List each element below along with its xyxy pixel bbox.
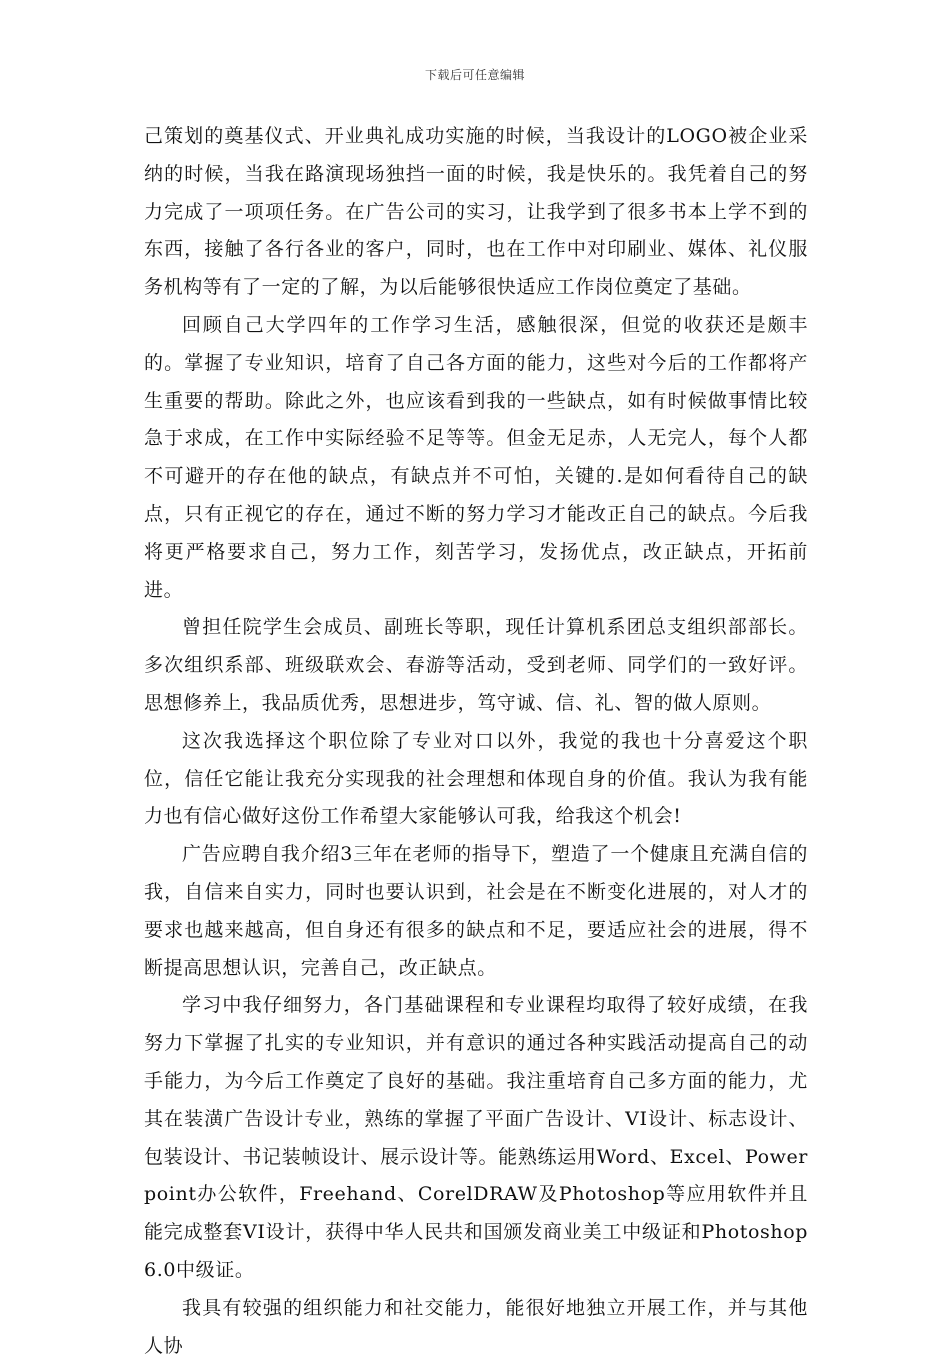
- document-body: [144, 118, 808, 1365]
- paragraph-2: 回顾自己大学四年的工作学习生活，感触很深，但觉的收获还是颇丰的。掌握了专业知识，培育了自己各方面的能力，这些对今后的工作都将产生重要的帮助。除此之外，也应该看到我的一些缺点，如有时候做事情比较急于求成，在工作中实际经验不足等等。但金无足赤，人无完人，每个人都不可避开的存在他的缺点，有缺点并不可怕，关键的.是如何看待自己的缺点，只有正视它的存在，通过不断的努力学习才能改正自己的缺点。今后我将更严格要求自己，努力工作，刻苦学习，发扬优点，改正缺点，开拓前进。: [144, 313, 808, 601]
- paragraph-4: 这次我选择这个职位除了专业对口以外，我觉的我也十分喜爱这个职位，信任它能让我充分实现我的社会理想和体现自身的价值。我认为我有能力也有信心做好这份工作希望大家能够认可我，给我这个机会!: [144, 729, 808, 828]
- paragraph-1: 己策划的奠基仪式、开业典礼成功实施的时候，当我设计的LOGO被企业采纳的时候，当我在路演现场独挡一面的时候，我是快乐的。我凭着自己的努力完成了一项项任务。在广告公司的实习，让我学到了很多书本上学不到的东西，接触了各行各业的客户，同时，也在工作中对印刷业、媒体、礼仪服务机构等有了一定的了解，为以后能够很快适应工作岗位奠定了基础。: [144, 125, 808, 299]
- paragraph-3: 曾担任院学生会成员、副班长等职，现任计算机系团总支组织部部长。多次组织系部、班级联欢会、春游等活动，受到老师、同学们的一致好评。思想修养上，我品质优秀，思想进步，笃守诚、信、礼、智的做人原则。: [144, 616, 808, 714]
- paragraph-6: 学习中我仔细努力，各门基础课程和专业课程均取得了较好成绩，在我努力下掌握了扎实的专业知识，并有意识的通过各种实践活动提高自己的动手能力，为今后工作奠定了良好的基础。我注重培育自己多方面的能力，尤其在装潢广告设计专业，熟练的掌握了平面广告设计、VI设计、标志设计、包装设计、书记装帧设计、展示设计等。能熟练运用Word、Excel、Powerpoint办公软件，Freehand、CorelDRAW及Photoshop等应用软件并且能完成整套VI设计，获得中华人民共和国颁发商业美工中级证和Photoshop6.0中级证。: [144, 994, 808, 1281]
- page-header: 下载后可任意编辑: [424, 68, 525, 82]
- paragraph-5: 广告应聘自我介绍3三年在老师的指导下，塑造了一个健康且充满自信的我，自信来自实力，同时也要认识到，社会是在不断变化进展的，对人才的要求也越来越高，但自身还有很多的缺点和不足，要适应社会的进展，得不断提高思想认识，完善自己，改正缺点。: [144, 843, 808, 979]
- paragraph-7: 我具有较强的组织能力和社交能力，能很好地独立开展工作，并与其他人协: [144, 1296, 808, 1357]
